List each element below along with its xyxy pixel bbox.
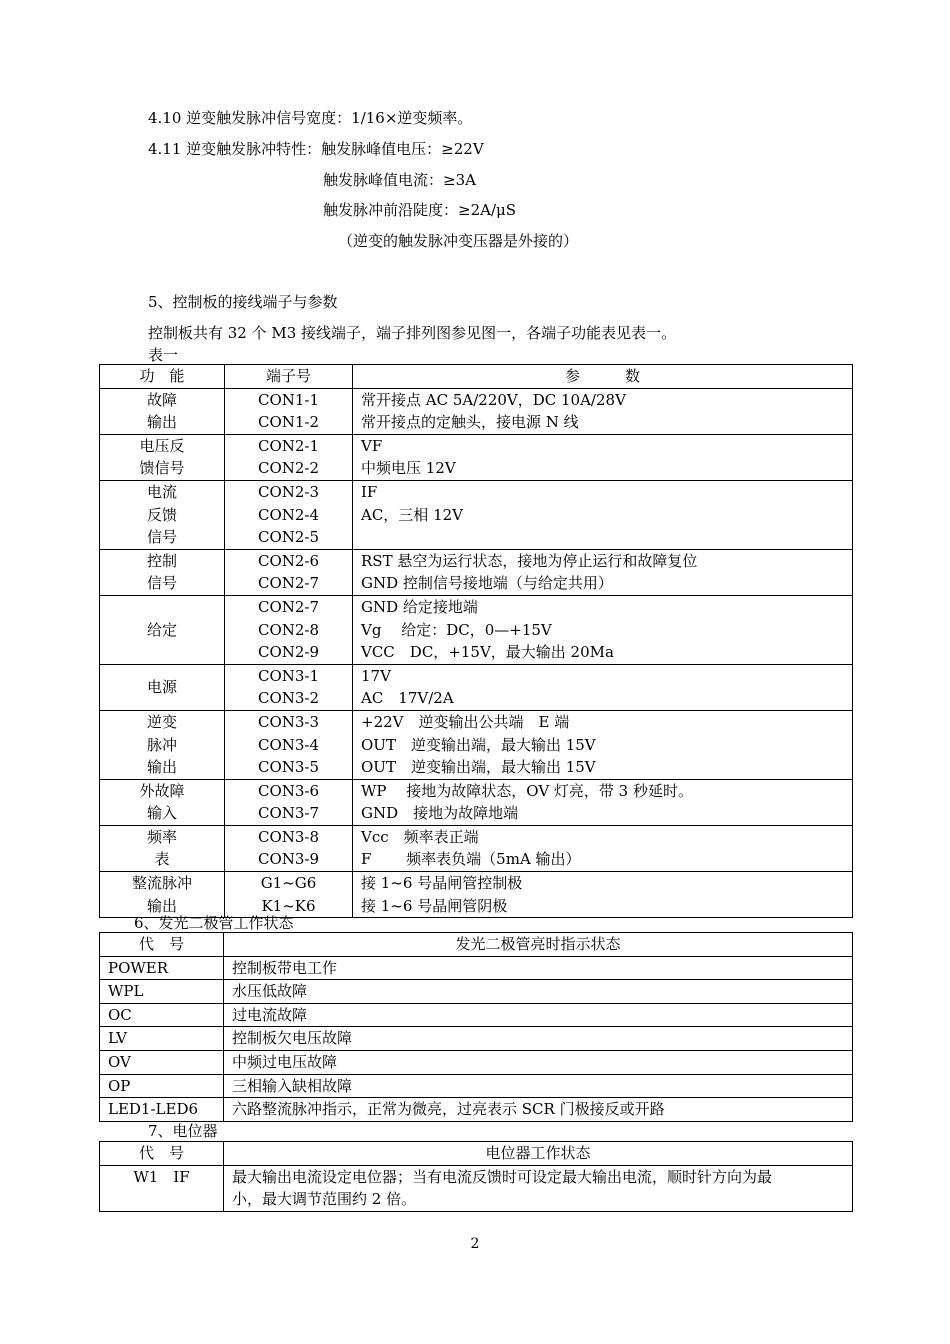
led-status-cell: 控制板欠电压故障 — [224, 1027, 853, 1051]
function-cell-line: 外故障 — [139, 781, 185, 800]
terminal-cell-line: CON1-1 — [257, 390, 320, 409]
terminal-cell — [225, 825, 353, 871]
led-status-cell: 水压低故障 — [224, 980, 853, 1004]
function-cell-line: 电源 — [146, 678, 177, 697]
parameter-cell — [353, 595, 853, 664]
terminal-cell-line: CON2-9 — [257, 643, 320, 662]
terminal-cell-line: CON3-3 — [257, 712, 320, 731]
parameter-cell — [353, 825, 853, 871]
pot-header-code: 代 号 — [100, 1142, 224, 1166]
pot-header-status: 电位器工作状态 — [224, 1142, 853, 1166]
terminal-cell-line: CON1-2 — [257, 413, 320, 432]
parameter-cell-line: +22V 逆变输出公共端 E 端 — [361, 712, 570, 731]
function-cell — [100, 825, 225, 871]
led-row — [100, 956, 853, 980]
parameter-cell-line: F 频率表负端（5mA 输出） — [361, 850, 581, 869]
function-cell — [100, 388, 225, 434]
terminal-group-row — [100, 388, 853, 434]
terminal-cell-line: G1~G6 — [260, 874, 317, 893]
parameter-cell-line: GND 接地为故障地端 — [361, 804, 519, 823]
function-cell — [100, 595, 225, 664]
terminal-group-row — [100, 779, 853, 825]
function-cell — [100, 664, 225, 710]
terminal-cell-line: CON2-7 — [257, 574, 320, 593]
function-cell-line: 输出 — [146, 758, 177, 777]
header-terminal: 端子号 — [225, 365, 353, 389]
led-code-cell: POWER — [100, 956, 224, 980]
led-table-header — [100, 933, 853, 957]
terminal-cell-line: CON2-3 — [257, 482, 320, 501]
terminal-cell — [225, 664, 353, 710]
led-row — [100, 1098, 853, 1122]
page-number: 2 — [470, 1236, 480, 1252]
parameter-cell-line: OUT 逆变输出端，最大输出 15V — [361, 735, 596, 754]
terminal-cell — [225, 549, 353, 595]
function-cell — [100, 872, 225, 918]
pot-code-cell: W1 IF — [100, 1165, 224, 1211]
led-status-cell: 中频过电压故障 — [224, 1050, 853, 1074]
led-code-cell: WPL — [100, 980, 224, 1004]
parameter-cell — [353, 779, 853, 825]
section5-title: 5、控制板的接线端子与参数 — [148, 293, 338, 311]
function-cell-line: 控制 — [146, 551, 177, 570]
parameter-cell-line: WP 接地为故障状态，OV 灯亮，带 3 秒延时。 — [361, 781, 693, 800]
parameter-cell-line: GND 控制信号接地端（与给定共用） — [361, 574, 613, 593]
function-cell-line: 信号 — [146, 574, 177, 593]
terminal-cell-line: CON3-5 — [257, 758, 320, 777]
parameter-cell-line: VF — [361, 436, 383, 455]
terminal-cell-line: CON3-9 — [257, 850, 320, 869]
parameter-cell-line: 常开接点 AC 5A/220V，DC 10A/28V — [361, 390, 626, 409]
terminal-cell-line: CON2-7 — [257, 597, 320, 616]
function-cell-line: 给定 — [146, 620, 177, 639]
spec-line-4-10: 4.10 逆变触发脉冲信号宽度：1/16×逆变频率。 — [148, 109, 473, 127]
section6-title: 6、发光二极管工作状态 — [134, 914, 294, 932]
terminal-group-row — [100, 872, 853, 918]
pot-table-header — [100, 1142, 853, 1166]
led-header-code: 代 号 — [100, 933, 224, 957]
pot-status-line: 最大输出电流设定电位器；当有电流反馈时可设定最大输出电流，顺时针方向为最 — [232, 1167, 773, 1186]
function-cell-line: 电流 — [146, 482, 177, 501]
parameter-cell-line: RST 悬空为运行状态，接地为停止运行和故障复位 — [361, 551, 698, 570]
terminal-table-header — [100, 365, 853, 389]
function-cell-line: 电压反 — [139, 436, 185, 455]
function-cell — [100, 480, 225, 549]
parameter-cell-line: 常开接点的定触头，接电源 N 线 — [361, 413, 579, 432]
header-function: 功 能 — [100, 365, 225, 389]
terminal-group-row — [100, 480, 853, 549]
pot-row — [100, 1165, 853, 1211]
terminal-cell-line: CON3-7 — [257, 804, 320, 823]
terminal-cell-line: CON2-6 — [257, 551, 320, 570]
terminal-cell — [225, 480, 353, 549]
spec-line-peak-current: 触发脉峰值电流：≥3A — [323, 171, 476, 189]
function-cell — [100, 434, 225, 480]
led-code-cell: LV — [100, 1027, 224, 1051]
terminal-cell — [225, 872, 353, 918]
parameter-cell-line: IF — [361, 482, 378, 501]
parameter-cell-line — [361, 526, 844, 549]
terminal-cell-line: CON2-5 — [257, 528, 320, 547]
led-status-cell: 控制板带电工作 — [224, 956, 853, 980]
terminal-cell-line: CON3-6 — [257, 781, 320, 800]
led-header-status: 发光二极管亮时指示状态 — [224, 933, 853, 957]
potentiometer-table — [99, 1141, 853, 1212]
led-status-cell: 六路整流脉冲指示，正常为微亮，过亮表示 SCR 门极接反或开路 — [224, 1098, 853, 1122]
function-cell-line: 输入 — [146, 804, 177, 823]
function-cell-line: 故障 — [146, 390, 177, 409]
parameter-cell-line: AC，三相 12V — [361, 505, 463, 524]
terminal-cell-line: CON3-4 — [257, 735, 320, 754]
spec-line-4-11: 4.11 逆变触发脉冲特性：触发脉峰值电压：≥22V — [148, 140, 484, 158]
terminal-cell — [225, 434, 353, 480]
function-cell-line: 逆变 — [146, 712, 177, 731]
header-parameters: 参 数 — [353, 365, 853, 389]
led-status-cell: 过电流故障 — [224, 1003, 853, 1027]
pot-status-line: 小，最大调节范围约 2 倍。 — [232, 1190, 417, 1209]
parameter-cell-line: AC 17V/2A — [361, 689, 454, 708]
function-cell-line: 信号 — [146, 528, 177, 547]
terminal-cell-line: CON3-1 — [257, 666, 320, 685]
parameter-cell-line: 中频电压 12V — [361, 459, 456, 478]
terminal-group-row — [100, 549, 853, 595]
function-cell — [100, 779, 225, 825]
parameter-cell — [353, 710, 853, 779]
terminal-cell-line: CON2-1 — [257, 436, 320, 455]
parameter-cell — [353, 872, 853, 918]
function-cell-line: 表 — [154, 850, 170, 869]
terminal-group-row — [100, 710, 853, 779]
terminal-group-row — [100, 434, 853, 480]
parameter-cell-line: Vcc 频率表正端 — [361, 827, 479, 846]
section7-title: 7、电位器 — [148, 1122, 218, 1140]
pot-status-cell — [224, 1165, 853, 1211]
led-row — [100, 1074, 853, 1098]
terminal-cell-line: CON2-4 — [257, 505, 320, 524]
parameter-cell-line: OUT 逆变输出端，最大输出 15V — [361, 758, 596, 777]
terminal-cell — [225, 779, 353, 825]
led-row — [100, 980, 853, 1004]
parameter-cell — [353, 480, 853, 549]
terminal-cell-line: K1~K6 — [261, 896, 316, 915]
led-status-cell: 三相输入缺相故障 — [224, 1074, 853, 1098]
terminal-cell-line: CON3-2 — [257, 689, 320, 708]
led-code-cell: OV — [100, 1050, 224, 1074]
terminal-group-row — [100, 664, 853, 710]
led-code-cell: OP — [100, 1074, 224, 1098]
function-cell-line: 整流脉冲 — [131, 874, 192, 893]
led-row — [100, 1003, 853, 1027]
parameter-cell — [353, 664, 853, 710]
led-table — [99, 932, 853, 1122]
function-cell-line: 反馈 — [146, 505, 177, 524]
terminal-table — [99, 364, 853, 918]
parameter-cell-line: Vg 给定：DC，0—+15V — [361, 620, 552, 639]
terminal-group-row — [100, 595, 853, 664]
led-row — [100, 1027, 853, 1051]
function-cell-line: 输出 — [146, 413, 177, 432]
terminal-cell-line: CON3-8 — [257, 827, 320, 846]
terminal-cell — [225, 710, 353, 779]
function-cell-line: 馈信号 — [139, 459, 185, 478]
terminal-cell-line: CON2-2 — [257, 459, 320, 478]
led-code-cell: LED1-LED6 — [100, 1098, 224, 1122]
function-cell — [100, 710, 225, 779]
function-cell-line: 输出 — [146, 896, 177, 915]
terminal-group-row — [100, 825, 853, 871]
parameter-cell-line: 接 1~6 号晶闸管控制极 — [361, 874, 523, 893]
terminal-cell — [225, 388, 353, 434]
spec-line-note: （逆变的触发脉冲变压器是外接的） — [338, 232, 579, 250]
parameter-cell — [353, 549, 853, 595]
section5-intro: 控制板共有 32 个 M3 接线端子，端子排列图参见图一，各端子功能表见表一。 — [148, 324, 677, 342]
parameter-cell — [353, 434, 853, 480]
function-cell — [100, 549, 225, 595]
led-row — [100, 1050, 853, 1074]
led-code-cell: OC — [100, 1003, 224, 1027]
terminal-cell-line: CON2-8 — [257, 620, 320, 639]
function-cell-line: 脉冲 — [146, 735, 177, 754]
table1-label: 表一 — [148, 346, 179, 364]
parameter-cell-line: 17V — [361, 666, 391, 685]
parameter-cell — [353, 388, 853, 434]
parameter-cell-line: VCC DC，+15V，最大输出 20Ma — [361, 643, 614, 662]
function-cell-line: 频率 — [146, 827, 177, 846]
parameter-cell-line: GND 给定接地端 — [361, 597, 478, 616]
parameter-cell-line: 接 1~6 号晶闸管阴极 — [361, 896, 508, 915]
spec-line-rise-slope: 触发脉冲前沿陡度：≥2A/μS — [323, 201, 517, 219]
terminal-cell — [225, 595, 353, 664]
